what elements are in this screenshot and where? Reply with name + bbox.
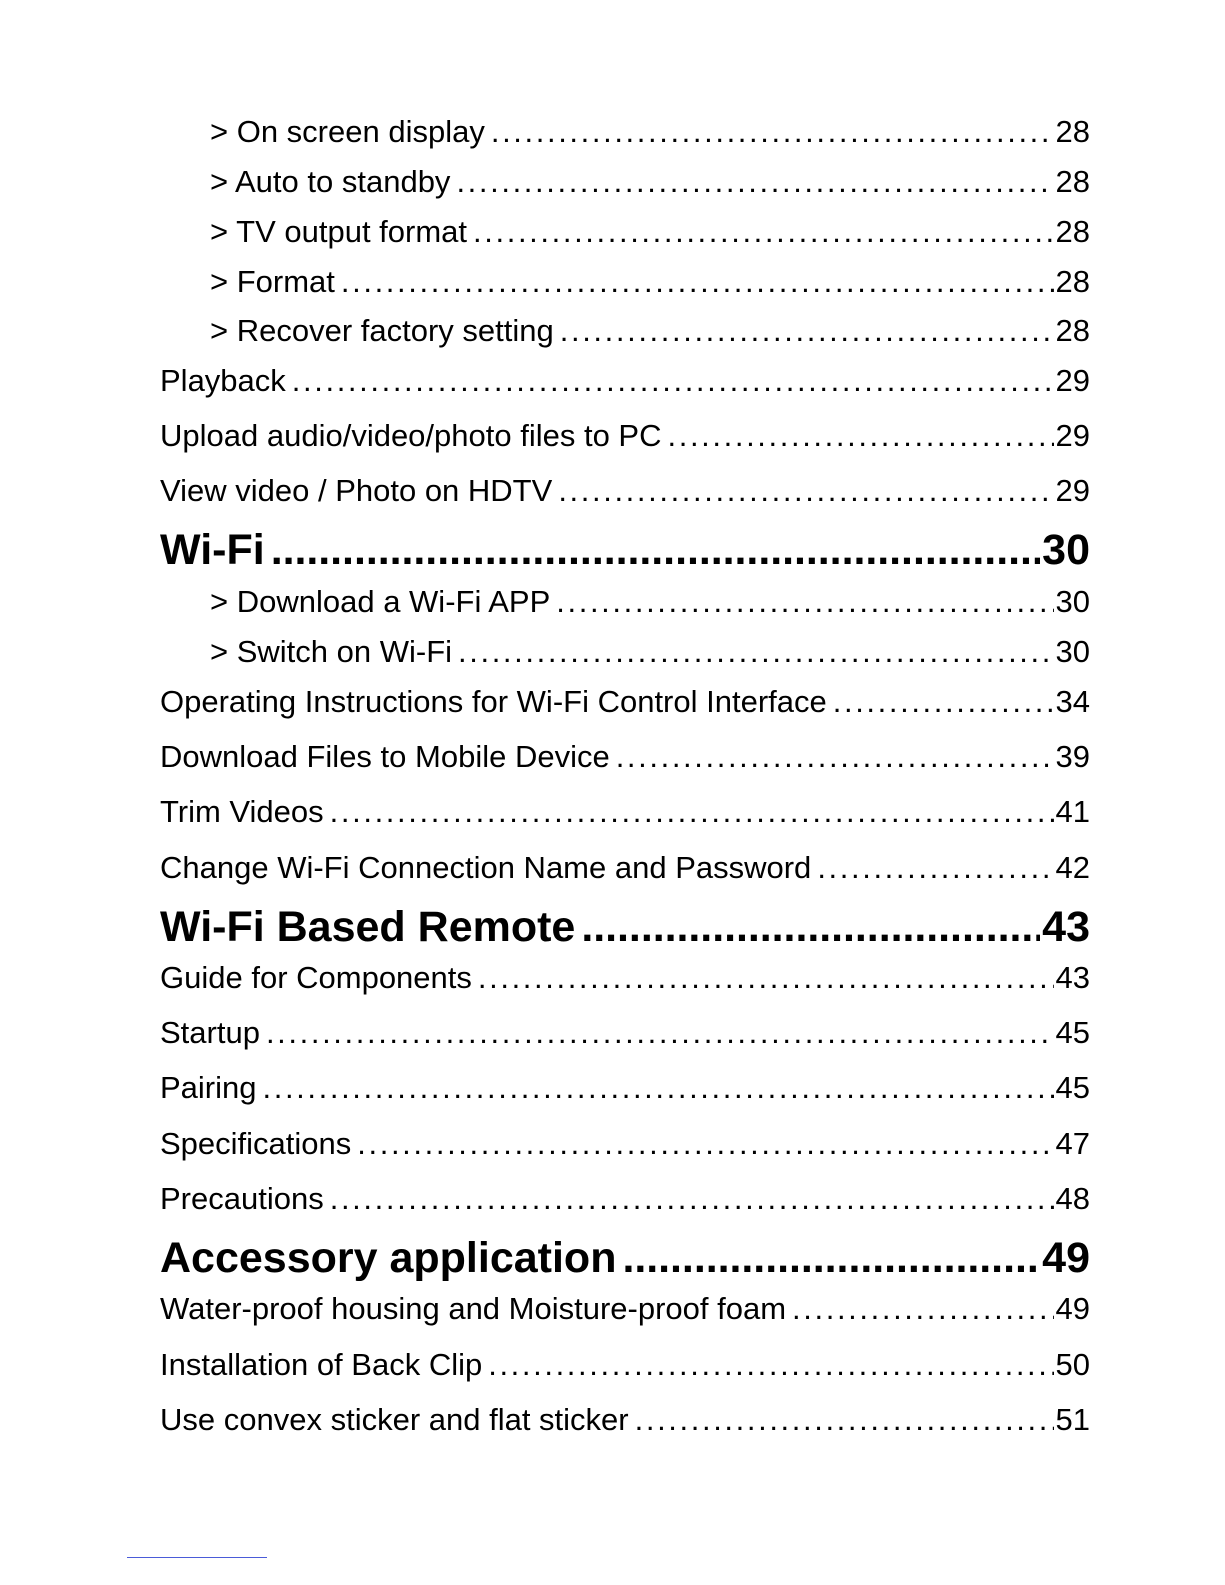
toc-entry-page: 28 [1055,313,1090,348]
dot-leader [622,1234,1040,1283]
toc-entry-playback[interactable] [160,363,1090,399]
toc-entry-tv-output-format[interactable] [210,214,1090,250]
toc-section-wifi[interactable] [160,526,1090,575]
dot-leader [341,264,1054,300]
toc-entry-label: Installation of Back Clip [160,1347,488,1383]
dot-leader [668,418,1054,454]
toc-entry-label: Use convex sticker and flat sticker [160,1402,635,1438]
toc-entry-label: Playback [160,363,292,399]
toc-section-accessory-application[interactable] [160,1234,1090,1283]
toc-entry-specifications[interactable] [160,1126,1090,1162]
dot-leader [263,1070,1054,1106]
toc-entry-page: 29 [1055,363,1090,398]
toc-entry-label: > Switch on Wi-Fi [210,634,458,670]
toc-entry-operating-instructions[interactable] [160,684,1090,720]
dot-leader [357,1126,1053,1162]
dot-leader [833,684,1054,720]
toc-section-page: 49 [1042,1234,1090,1282]
toc-entry-label: > Auto to standby [210,164,456,200]
toc-entry-pairing[interactable] [160,1070,1090,1106]
toc-entry-auto-to-standby[interactable] [210,164,1090,200]
toc-entry-label: Download Files to Mobile Device [160,739,616,775]
toc-entry-page: 47 [1055,1126,1090,1161]
toc-entry-page: 28 [1055,114,1090,149]
toc-entry-page: 30 [1055,584,1090,619]
toc-entry-label: Operating Instructions for Wi-Fi Control Interface [160,684,833,720]
toc-entry-water-proof-housing[interactable] [160,1291,1090,1327]
dot-leader [456,164,1053,200]
toc-entry-label: > Recover factory setting [210,313,560,349]
toc-entry-page: 42 [1055,850,1090,885]
toc-entry-page: 45 [1055,1070,1090,1105]
toc-entry-page: 29 [1055,473,1090,508]
dot-leader [266,1015,1054,1051]
toc-entry-page: 48 [1055,1181,1090,1216]
toc-entry-page: 28 [1055,214,1090,249]
toc-entry-view-on-hdtv[interactable] [160,473,1090,509]
toc-entry-label: > Format [210,264,341,300]
dot-leader [330,794,1054,830]
toc-entry-page: 43 [1055,960,1090,995]
dot-leader [556,584,1053,620]
toc-entry-page: 39 [1055,739,1090,774]
toc-entry-page: 29 [1055,418,1090,453]
dot-leader [560,313,1054,349]
dot-leader [616,739,1054,775]
dot-leader [330,1181,1054,1217]
toc-section-wifi-remote[interactable] [160,903,1090,952]
dot-leader [635,1402,1054,1438]
toc-entry-label: View video / Photo on HDTV [160,473,558,509]
toc-section-page: 43 [1042,903,1090,951]
dot-leader [817,850,1053,886]
toc-entry-on-screen-display[interactable] [210,114,1090,150]
toc-entry-convex-flat-sticker[interactable] [160,1402,1090,1438]
toc-entry-label: > TV output format [210,214,473,250]
toc-entry-label: Specifications [160,1126,357,1162]
dot-leader [458,634,1053,670]
toc-entry-page: 49 [1055,1291,1090,1326]
toc-entry-guide-components[interactable] [160,960,1090,996]
toc-entry-precautions[interactable] [160,1181,1090,1217]
toc-entry-recover-factory-setting[interactable] [210,313,1090,349]
toc-entry-page: 28 [1055,164,1090,199]
toc-entry-trim-videos[interactable] [160,794,1090,830]
toc-entry-label: > On screen display [210,114,491,150]
toc-entry-download-wifi-app[interactable] [210,584,1090,620]
toc-entry-upload-files-to-pc[interactable] [160,418,1090,454]
toc-entry-page: 34 [1055,684,1090,719]
footer-rule [127,1557,267,1558]
toc-entry-startup[interactable] [160,1015,1090,1051]
toc-entry-change-wifi-name[interactable] [160,850,1090,886]
toc-entry-download-files-mobile[interactable] [160,739,1090,775]
dot-leader [558,473,1053,509]
dot-leader [271,526,1040,575]
toc-entry-page: 51 [1055,1402,1090,1437]
toc-entry-page: 45 [1055,1015,1090,1050]
toc-entry-back-clip[interactable] [160,1347,1090,1383]
toc-entry-label: Guide for Components [160,960,478,996]
dot-leader [491,114,1054,150]
toc-entry-label: Pairing [160,1070,263,1106]
toc-section-page: 30 [1042,526,1090,574]
toc-entry-label: Change Wi-Fi Connection Name and Password [160,850,817,886]
toc-entry-label: Upload audio/video/photo files to PC [160,418,668,454]
toc-section-label: Accessory application [160,1234,622,1283]
toc-entry-switch-on-wifi[interactable] [210,634,1090,670]
toc-entry-format[interactable] [210,264,1090,300]
toc-entry-page: 41 [1055,794,1090,829]
dot-leader [792,1291,1053,1327]
dot-leader [581,903,1040,952]
toc-entry-page: 30 [1055,634,1090,669]
toc-section-label: Wi-Fi [160,526,271,575]
toc-entry-page: 28 [1055,264,1090,299]
toc-entry-label: Water-proof housing and Moisture-proof foam [160,1291,792,1327]
dot-leader [292,363,1054,399]
dot-leader [478,960,1054,996]
toc-entry-label: Trim Videos [160,794,330,830]
toc-entry-page: 50 [1055,1347,1090,1382]
dot-leader [488,1347,1053,1383]
toc-entry-label: Precautions [160,1181,330,1217]
toc-entry-label: Startup [160,1015,266,1051]
toc-section-label: Wi-Fi Based Remote [160,903,581,952]
toc-entry-label: > Download a Wi-Fi APP [210,584,556,620]
dot-leader [473,214,1053,250]
